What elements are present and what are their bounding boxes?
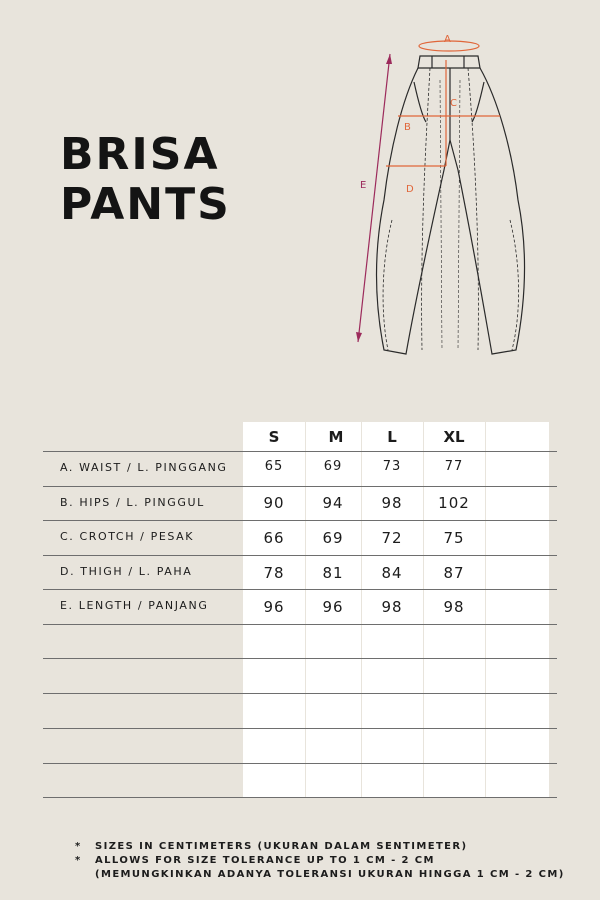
length-measure-line: [358, 54, 390, 342]
cell-waist-m: 69: [323, 459, 343, 474]
length-arrow-top: [386, 54, 392, 64]
header-size-l: L: [387, 428, 397, 446]
table-rule: [43, 486, 557, 487]
footnote-bullet: *: [75, 841, 82, 852]
label-e: E: [360, 180, 367, 191]
table-rule: [43, 624, 557, 625]
title-line-2: PANTS: [60, 179, 231, 230]
label-a: A: [444, 34, 451, 45]
page-title: [60, 130, 231, 230]
header-size-s: S: [268, 428, 280, 446]
cell-length-s: 96: [263, 598, 285, 616]
length-arrow-bottom: [356, 332, 362, 342]
table-rule: [43, 728, 557, 729]
label-b: B: [404, 122, 411, 133]
cell-thigh-xl: 87: [443, 564, 465, 582]
cell-waist-l: 73: [382, 459, 402, 474]
footnote-bullet: *: [75, 855, 82, 866]
footnote-text: ALLOWS FOR SIZE TOLERANCE UP TO 1 CM - 2 CM: [95, 855, 435, 866]
table-rule: [43, 520, 557, 521]
cell-hips-l: 98: [381, 494, 403, 512]
cell-thigh-s: 78: [263, 564, 285, 582]
footnote-3: [75, 868, 565, 882]
table-rule: [43, 555, 557, 556]
column-blank-bg: [485, 422, 549, 797]
column-divider: [485, 422, 486, 797]
footnote-1: [75, 840, 565, 854]
cell-waist-s: 65: [264, 459, 284, 474]
row-label-length: E. LENGTH / PANJANG: [60, 599, 209, 612]
cell-length-xl: 98: [443, 598, 465, 616]
footnote-text: SIZES IN CENTIMETERS (UKURAN DALAM SENTIMETER): [95, 841, 468, 852]
table-rule: [43, 693, 557, 694]
title-line-1: BRISA: [60, 129, 220, 180]
cell-thigh-m: 81: [322, 564, 344, 582]
label-d: D: [406, 184, 414, 195]
row-label-waist: A. WAIST / L. PINGGANG: [60, 461, 228, 474]
table-rule: [43, 451, 557, 452]
cell-hips-xl: 102: [438, 494, 470, 512]
header-size-xl: XL: [443, 428, 465, 446]
table-rule: [43, 658, 557, 659]
table-rule: [43, 797, 557, 798]
footnotes: [75, 840, 565, 882]
footnote-text: (MEMUNGKINKAN ADANYA TOLERANSI UKURAN HINGGA 1 CM - 2 CM): [95, 869, 565, 880]
cell-crotch-m: 69: [322, 529, 344, 547]
cell-length-m: 96: [322, 598, 344, 616]
cell-hips-s: 90: [263, 494, 285, 512]
cell-crotch-l: 72: [381, 529, 403, 547]
row-label-hips: B. HIPS / L. PINGGUL: [60, 496, 205, 509]
pants-measurement-diagram: [340, 20, 550, 360]
table-rule: [43, 763, 557, 764]
cell-hips-m: 94: [322, 494, 344, 512]
cell-crotch-xl: 75: [443, 529, 465, 547]
cell-thigh-l: 84: [381, 564, 403, 582]
table-rule: [43, 589, 557, 590]
cell-crotch-s: 66: [263, 529, 285, 547]
label-c: C: [450, 98, 457, 109]
cell-length-l: 98: [381, 598, 403, 616]
header-size-m: M: [328, 428, 344, 446]
cell-waist-xl: 77: [444, 459, 464, 474]
row-label-thigh: D. THIGH / L. PAHA: [60, 565, 193, 578]
row-label-crotch: C. CROTCH / PESAK: [60, 530, 195, 543]
footnote-2: [75, 854, 565, 868]
